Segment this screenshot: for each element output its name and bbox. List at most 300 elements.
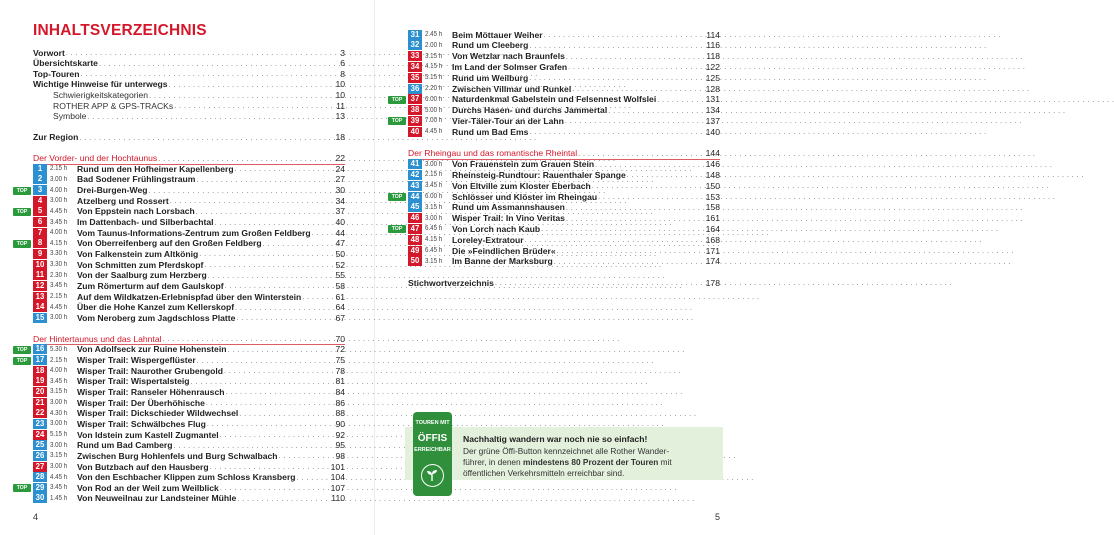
tour-number: 25 [33, 440, 47, 450]
entry-title: Wisper Trail: Wispertalsteig [77, 376, 190, 387]
toc-entry[interactable] [33, 291, 345, 302]
entry-title: Wisper Trail: Schwälbches Flug [77, 418, 206, 429]
dot-leader [657, 94, 704, 105]
toc-entry[interactable] [33, 386, 345, 397]
page-ref: 11 [336, 100, 345, 111]
oeffi-badge-line3: ERREICHBAR [414, 447, 451, 453]
entry-title: Zur Region [33, 132, 79, 143]
page-ref: 72 [335, 344, 345, 355]
page-ref: 52 [335, 259, 345, 270]
entry-title: Schlösser und Klöster im Rheingau [452, 191, 598, 202]
tour-duration: 3.00 h [50, 399, 68, 407]
toc-entry[interactable] [33, 227, 345, 238]
entry-title: Von Butzbach auf den Hausberg [77, 461, 209, 472]
toc-entry[interactable] [391, 223, 720, 234]
oeffi-text-line2 [463, 457, 672, 467]
dot-leader [66, 47, 339, 58]
page-ref: 171 [705, 245, 720, 256]
entry-title: Von Idstein zum Kastell Zugmantel [77, 429, 219, 440]
tour-duration: 2.15 h [50, 165, 68, 173]
entry-title: Zum Römerturm auf dem Gaulskopf [77, 280, 224, 291]
page-ref: 140 [705, 126, 720, 137]
entry-title: Vorwort [33, 47, 65, 58]
page-ref: 75 [335, 355, 345, 365]
entry-title: Top-Touren [33, 68, 80, 79]
tour-number: 34 [408, 62, 422, 72]
tour-duration: 4.45 h [50, 207, 68, 215]
dot-leader [196, 174, 334, 185]
tour-number: 19 [33, 376, 47, 386]
entry-title: Von Lorch nach Kaub [452, 223, 541, 234]
toc-entry[interactable] [33, 47, 345, 58]
toc-entry[interactable] [33, 259, 345, 270]
page-ref: 10 [335, 90, 345, 101]
dot-leader [163, 333, 335, 344]
page-ref: 158 [705, 202, 720, 213]
toc-entry[interactable] [33, 163, 345, 174]
entry-title: Symbole [53, 111, 87, 122]
tour-number: 22 [33, 408, 47, 418]
tour-number: 18 [33, 366, 47, 376]
entry-title: Wisper Trail: Der Überhöhische [77, 397, 205, 408]
tour-duration: 6.00 h [425, 193, 443, 200]
top-tour-badge: TOP [388, 96, 406, 104]
entry-title: Wisper Trail: Dickschieder Wildwechsel [77, 408, 239, 419]
page-ref: 90 [335, 418, 345, 429]
top-tour-badge: TOP [13, 357, 31, 365]
tour-duration: 7.00 h [425, 117, 443, 125]
tour-number: 23 [33, 419, 47, 429]
dot-leader [191, 376, 335, 387]
entry-title: Zwischen Burg Hohlenfels und Burg Schwalbach [77, 450, 278, 461]
page-ref: 67 [335, 312, 345, 323]
tour-duration: 3.30 h [50, 250, 68, 258]
dot-leader [79, 132, 334, 143]
tour-number: 39 [408, 116, 422, 126]
page-ref: 153 [705, 191, 720, 202]
page-ref: 92 [335, 429, 345, 440]
page-ref: 30 [335, 185, 345, 196]
page-ref: 27 [335, 174, 345, 185]
tour-duration: 5.15 h [50, 431, 68, 439]
tour-number: 11 [33, 270, 47, 280]
entry-title: Von Adolfseck zur Ruine Hohenstein [77, 344, 227, 355]
tour-duration: 5.00 h [425, 106, 443, 114]
tour-number: 12 [33, 281, 47, 291]
toc-entry[interactable] [33, 418, 345, 429]
toc-entry[interactable] [16, 344, 345, 355]
entry-title: Durchs Hasen- und durchs Jammertal [452, 105, 608, 116]
dot-leader [235, 163, 335, 174]
entry-title: Rund um Cleeberg [452, 40, 529, 51]
toc-entry[interactable] [408, 83, 720, 94]
tour-number: 17 [33, 355, 47, 365]
toc-entry[interactable] [408, 72, 720, 83]
toc-entry[interactable] [33, 429, 345, 440]
toc-right-column [391, 29, 720, 289]
entry-title: ROTHER APP & GPS-TRACKs [53, 100, 174, 111]
dot-leader [557, 245, 705, 256]
tour-duration: 4.00 h [50, 186, 68, 194]
entry-title: Rund um Weilburg [452, 72, 529, 83]
page-number-right: 5 [714, 512, 720, 522]
dot-leader [554, 256, 705, 267]
tour-number: 36 [408, 84, 422, 94]
tour-number: 40 [408, 127, 422, 137]
section-title: Der Rheingau und das romantische Rheintal [408, 148, 578, 159]
tour-number: 37 [408, 94, 422, 104]
toc-entry[interactable] [33, 450, 345, 461]
tour-duration: 3.15 h [425, 203, 443, 211]
toc-entry[interactable] [16, 355, 345, 366]
page-ref: 161 [705, 213, 720, 224]
toc-entry[interactable] [408, 126, 720, 137]
dot-leader [263, 238, 335, 249]
tour-duration: 3.45 h [50, 377, 68, 385]
toc-entry[interactable] [16, 238, 345, 249]
page-ref: 146 [705, 159, 720, 170]
tour-duration: 6.45 h [425, 247, 443, 254]
tour-number: 31 [408, 30, 422, 40]
dot-leader [572, 83, 704, 94]
entry-title: Atzelberg und Rossert [77, 195, 169, 206]
toc-entry[interactable] [408, 180, 720, 191]
oeffi-text-line1 [463, 446, 669, 456]
section-title: Der Vorder- und der Hochtaunus [33, 153, 158, 164]
dot-leader [199, 248, 334, 259]
dot-leader [210, 461, 330, 472]
tour-number: 28 [33, 472, 47, 482]
tour-number: 41 [408, 159, 422, 169]
tour-duration: 4.15 h [50, 239, 68, 247]
tour-duration: 3.00 h [50, 197, 68, 205]
tour-duration: 2.45 h [425, 31, 443, 38]
page-ref: 61 [335, 291, 345, 302]
toc-entry[interactable] [33, 195, 345, 206]
page-ref: 95 [335, 440, 345, 451]
page-ref: 37 [335, 206, 345, 217]
entry-title: Beim Möttauer Weiher [452, 29, 543, 40]
entry-title: Von Frauenstein zum Grauen Stein [452, 159, 595, 170]
page-ref: 64 [335, 302, 345, 313]
entry-title: Vier-Täler-Tour an der Lahn [452, 115, 564, 126]
toc-left-column [16, 47, 345, 517]
toc-entry[interactable] [33, 302, 345, 313]
page-ref: 81 [335, 376, 345, 387]
tour-number: 33 [408, 51, 422, 61]
oeffi-badge-line2: ÖFFIS [417, 433, 448, 444]
toc-entry[interactable] [33, 270, 345, 281]
toc-entry[interactable] [33, 365, 345, 376]
entry-title: Von Neuweilnau zur Landsteiner Mühle [77, 493, 237, 504]
tour-number: 46 [408, 213, 422, 223]
tour-duration: 3.00 h [425, 160, 443, 168]
page-ref: 50 [335, 248, 345, 259]
page-ref: 44 [335, 227, 345, 238]
toc-entry[interactable] [16, 206, 345, 217]
dot-leader [608, 105, 704, 116]
dot-leader [225, 280, 335, 291]
toc-entry[interactable] [33, 472, 345, 483]
page-ref: 116 [706, 40, 720, 51]
dot-leader [529, 40, 705, 51]
toc-entry[interactable] [33, 461, 345, 472]
tour-number: 35 [408, 73, 422, 83]
oeffi-heading: Nachhaltig wandern war noch nie so einfach! [463, 434, 648, 444]
page-ref: 6 [340, 58, 345, 69]
toc-entry[interactable] [391, 115, 720, 126]
tour-duration: 2.15 h [425, 171, 443, 179]
dot-leader [235, 302, 334, 313]
tour-number: 32 [408, 40, 422, 50]
toc-entry[interactable] [33, 376, 345, 387]
tour-number: 21 [33, 398, 47, 408]
dot-leader [239, 408, 334, 419]
page-ref: 58 [335, 280, 345, 291]
tour-duration: 1.45 h [50, 494, 68, 502]
tour-duration: 3.00 h [50, 441, 68, 449]
tour-number: 10 [33, 260, 47, 270]
page-ref: 114 [706, 29, 720, 40]
tour-number: 30 [33, 493, 47, 503]
dot-leader [598, 191, 704, 202]
tour-number: 13 [33, 292, 47, 302]
dot-leader [529, 126, 704, 137]
entry-title: Zwischen Villmar und Runkel [452, 83, 572, 94]
dot-leader [566, 202, 705, 213]
entry-title: Von Eppstein nach Lorsbach [77, 206, 195, 217]
tour-duration: 3.45 h [50, 218, 68, 226]
toc-entry[interactable] [33, 90, 345, 101]
entry-title: Drei-Burgen-Weg [77, 185, 148, 196]
dot-leader [595, 159, 705, 170]
tour-duration: 2.30 h [50, 271, 68, 279]
dot-leader [237, 493, 330, 504]
toc-entry[interactable] [408, 256, 720, 267]
page-ref: 8 [340, 68, 345, 79]
tour-duration: 2.15 h [50, 293, 68, 301]
toc-entry[interactable] [408, 245, 720, 256]
dot-leader [297, 472, 330, 483]
entry-title: Die »Feindlichen Brüder« [452, 245, 556, 256]
tour-number: 3 [33, 185, 47, 195]
toc-entry[interactable] [33, 174, 345, 185]
tour-duration: 5.15 h [425, 74, 443, 82]
dot-leader [565, 115, 705, 126]
tour-duration: 4.00 h [50, 367, 68, 375]
dot-leader [566, 51, 705, 62]
toc-entry[interactable] [391, 94, 720, 105]
entry-title: Rund um Bad Ems [452, 126, 529, 137]
oeffi-text-line1-a: Der grüne Öffi-Button kennzeichnet alle Rother Wander- [463, 446, 670, 456]
entry-title: Vom Neroberg zum Jagdschloss Platte [77, 312, 236, 323]
tour-duration: 3.00 h [50, 420, 68, 428]
tour-duration: 4.00 h [50, 229, 68, 237]
dot-leader [174, 440, 335, 451]
dot-leader [158, 153, 334, 164]
tour-number: 14 [33, 302, 47, 312]
entry-title: Loreley-Extratour [452, 234, 524, 245]
toc-entry[interactable] [408, 61, 720, 72]
toc-entry[interactable] [408, 51, 720, 62]
page-ref: 86 [335, 397, 345, 408]
page-ref: 131 [705, 94, 720, 105]
page-ref: 84 [335, 386, 345, 397]
page-ref: 24 [335, 163, 345, 174]
dot-leader [566, 213, 705, 224]
page-ref: 134 [705, 105, 720, 116]
toc-entry[interactable] [33, 79, 345, 90]
tour-duration: 5.30 h [50, 345, 68, 353]
dot-leader [227, 344, 334, 355]
top-tour-badge: TOP [388, 193, 406, 201]
page-ref: 168 [705, 234, 720, 245]
tour-duration: 3.00 h [50, 175, 68, 183]
tour-duration: 2.15 h [50, 356, 68, 364]
toc-entry[interactable] [408, 213, 720, 224]
page-ref: 18 [335, 132, 345, 143]
entry-title: Stichwortverzeichnis [408, 277, 494, 288]
dot-leader [302, 291, 334, 302]
toc-entry[interactable] [33, 68, 345, 79]
toc-entry[interactable] [33, 132, 345, 143]
entry-title: Schwierigkeitskategorien [53, 90, 149, 101]
toc-entry[interactable] [408, 234, 720, 245]
page-number-left: 4 [33, 512, 39, 522]
toc-entry[interactable] [33, 408, 345, 419]
page-ref: 118 [706, 51, 720, 62]
page-ref: 40 [335, 217, 345, 227]
tour-number: 8 [33, 238, 47, 248]
page-ref: 148 [705, 169, 720, 180]
toc-entry[interactable] [16, 185, 345, 196]
tour-number: 6 [33, 217, 47, 227]
toc-entry[interactable] [408, 202, 720, 213]
page-ref: 137 [705, 115, 720, 126]
dot-leader [236, 312, 334, 323]
toc-entry[interactable] [408, 159, 720, 170]
oeffi-badge [413, 412, 452, 496]
toc-entry[interactable] [33, 440, 345, 451]
entry-title: Von Rod an der Weil zum Weilblick [77, 482, 219, 493]
entry-title: Von Falkenstein zum Altkönig [77, 248, 199, 259]
toc-entry[interactable] [33, 111, 345, 122]
toc-entry[interactable] [33, 58, 345, 69]
page-ref: 88 [335, 408, 345, 419]
toc-entry[interactable] [408, 277, 720, 288]
entry-title: Wisper Trail: Ranseler Höhenrausch [77, 386, 225, 397]
oeffi-text-line3-a: öffentlichen Verkehrsmitteln erreichbar sind. [463, 468, 625, 478]
dot-leader [80, 68, 339, 79]
entry-title: Naturdenkmal Gabelstein und Felsennest Wolfslei [452, 94, 657, 105]
page-ref: 55 [335, 270, 345, 281]
toc-entry[interactable] [33, 397, 345, 408]
tour-duration: 3.45 h [425, 182, 443, 190]
entry-title: Im Land der Solmser Grafen [452, 61, 568, 72]
tour-number: 5 [33, 206, 47, 216]
tour-duration: 2.00 h [425, 41, 443, 49]
tour-number: 20 [33, 387, 47, 397]
dot-leader [544, 29, 706, 40]
tour-number: 27 [33, 462, 47, 472]
toc-entry[interactable] [33, 217, 345, 228]
dot-leader [87, 111, 334, 122]
toc-entry[interactable] [33, 312, 345, 323]
tour-duration: 6.00 h [425, 95, 443, 103]
dot-leader [207, 418, 335, 429]
toc-entry[interactable] [408, 40, 720, 51]
tour-number: 43 [408, 181, 422, 191]
tour-number: 50 [408, 256, 422, 266]
toc-entry[interactable] [391, 191, 720, 202]
toc-entry[interactable] [408, 29, 720, 40]
sprout-icon [421, 464, 444, 487]
top-tour-badge: TOP [13, 187, 31, 195]
toc-entry[interactable] [408, 169, 720, 180]
dot-leader [312, 227, 335, 238]
top-tour-badge: TOP [13, 484, 31, 492]
toc-entry[interactable] [33, 100, 345, 111]
top-tour-badge: TOP [388, 225, 406, 233]
page-ref: 104 [330, 472, 345, 483]
toc-entry[interactable] [408, 105, 720, 116]
tour-number: 29 [33, 483, 47, 493]
dot-leader [196, 206, 335, 217]
page-title: INHALTSVERZEICHNIS [33, 22, 207, 39]
page-ref: 70 [335, 333, 345, 344]
entry-title: Im Dattenbach- und Silberbachtal [77, 217, 214, 227]
toc-entry[interactable] [33, 280, 345, 291]
tour-duration: 4.30 h [50, 409, 68, 417]
left-page [0, 0, 375, 535]
tour-number: 9 [33, 249, 47, 259]
dot-leader [208, 270, 335, 281]
tour-duration: 3.00 h [425, 214, 443, 222]
entry-title: Von Schmitten zum Pferdskopf [77, 259, 204, 270]
entry-title: Vom Taunus-Informations-Zentrum zum Großen Feldberg [77, 227, 311, 238]
page-ref: 144 [705, 148, 720, 159]
entry-title: Von Oberreifenberg auf den Großen Feldberg [77, 238, 262, 249]
tour-number: 16 [33, 344, 47, 354]
page-ref: 34 [335, 195, 345, 206]
dot-leader [627, 169, 705, 180]
page-ref: 22 [335, 153, 345, 164]
tour-duration: 3.30 h [50, 261, 68, 269]
dot-leader [568, 61, 705, 72]
dot-leader [592, 180, 705, 191]
tour-duration: 3.15 h [50, 388, 68, 396]
dot-leader [169, 79, 335, 90]
toc-entry[interactable] [16, 482, 345, 493]
entry-title: Übersichtskarte [33, 58, 98, 69]
toc-entry[interactable] [33, 248, 345, 259]
top-tour-badge: TOP [388, 117, 406, 125]
dot-leader [226, 386, 335, 397]
tour-duration: 2.20 h [425, 85, 443, 92]
page-ref: 174 [705, 256, 720, 267]
tour-number: 15 [33, 313, 47, 323]
page-ref: 47 [335, 238, 345, 249]
oeffi-text-line3 [463, 468, 624, 478]
tour-duration: 3.15 h [425, 257, 443, 265]
page-ref: 110 [331, 493, 345, 504]
dot-leader [224, 365, 334, 376]
tour-duration: 3.15 h [425, 52, 443, 60]
oeffi-text-line2-c: mit [658, 457, 672, 467]
tour-duration: 4.45 h [50, 303, 68, 311]
entry-title: Rheinsteig-Rundtour: Rauenthaler Spange [452, 169, 626, 180]
toc-entry[interactable] [33, 493, 345, 504]
